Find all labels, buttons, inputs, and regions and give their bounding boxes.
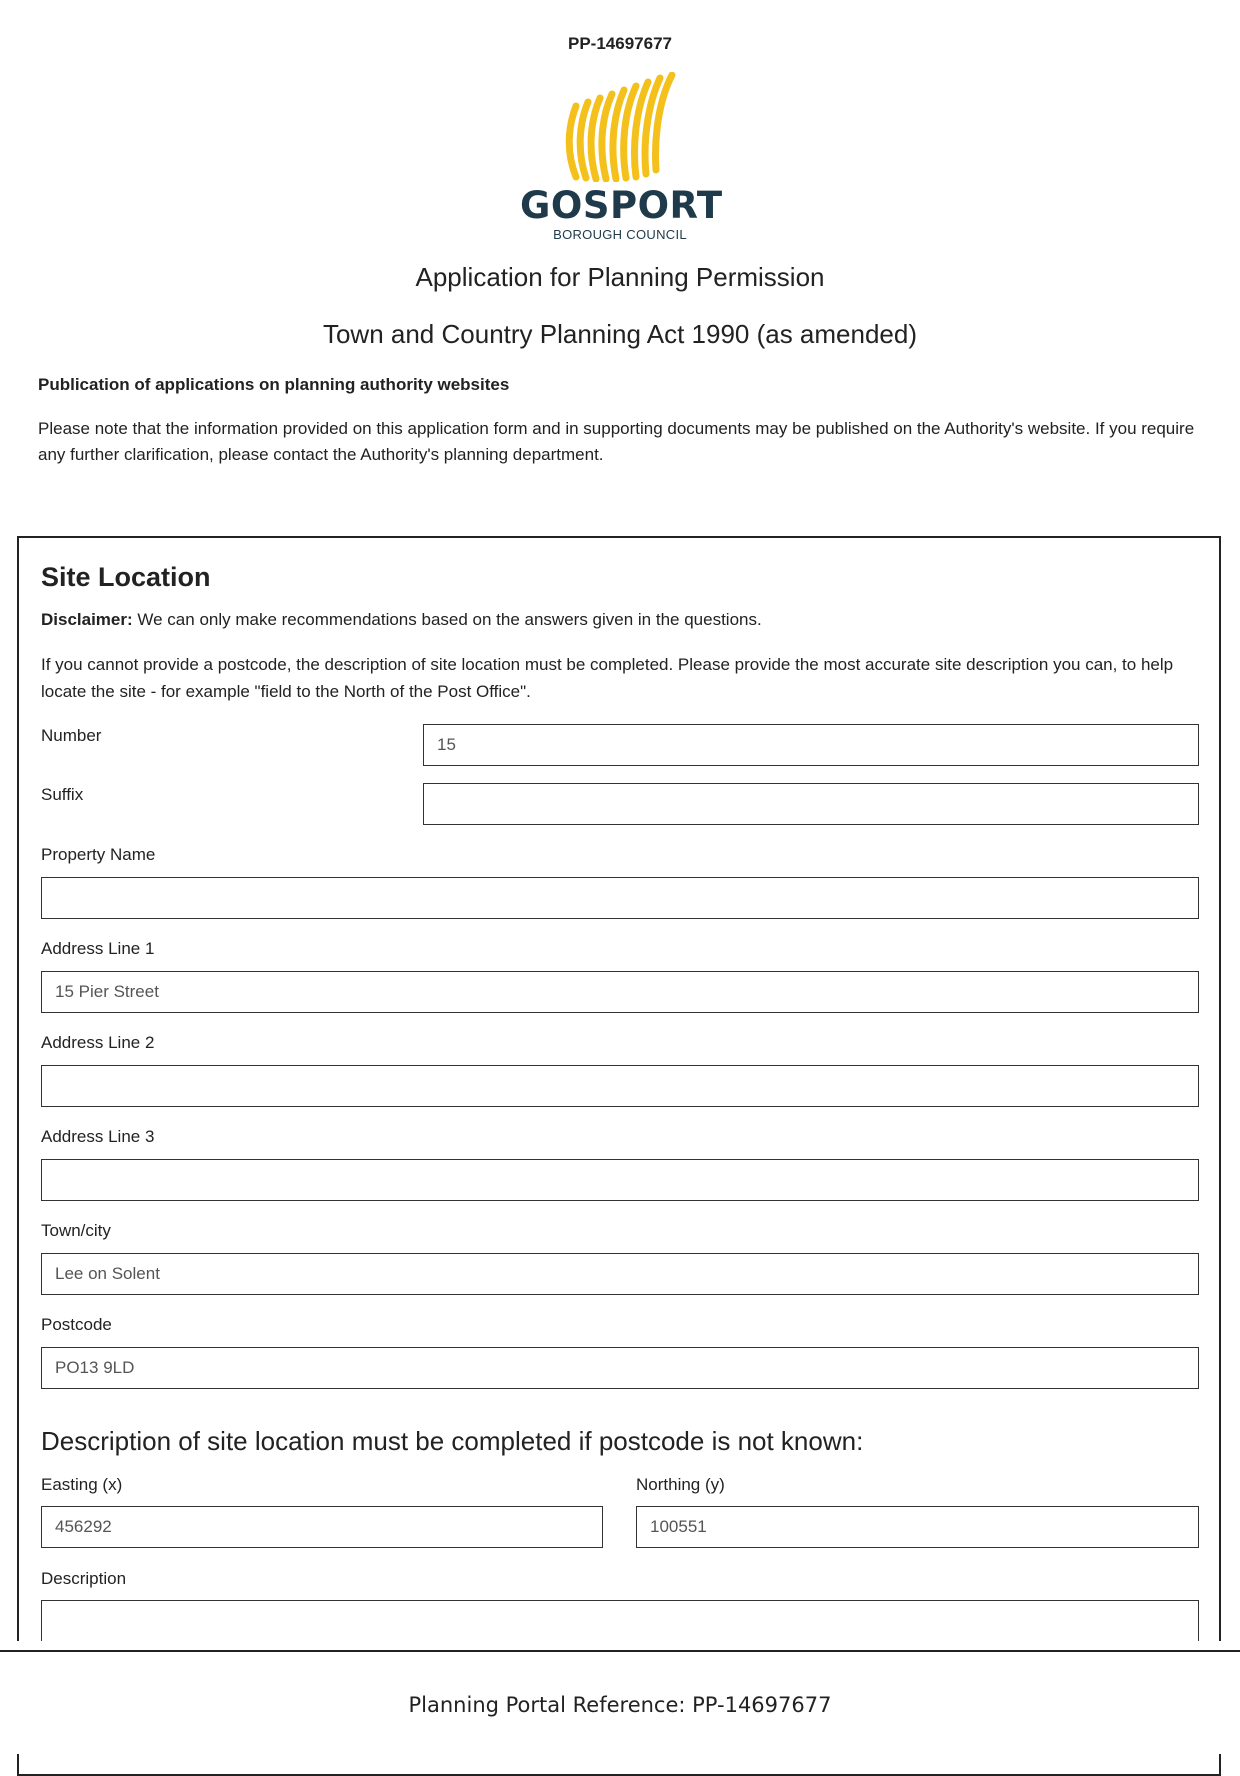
number-label: Number xyxy=(41,726,102,745)
description-label: Description xyxy=(41,1569,127,1588)
site-location-intro: If you cannot provide a postcode, the description of site location must be completed. Please provide the most accurate site description you can, to help locate the site - for example "field to the North of the Post Office". xyxy=(41,655,1174,701)
postcode-label: Postcode xyxy=(41,1315,112,1334)
northing-label: Northing (y) xyxy=(636,1475,725,1494)
address-line-1-field[interactable]: 15 Pier Street xyxy=(41,971,1199,1013)
logo-wordmark: GOSPORT xyxy=(520,184,723,227)
town-city-field[interactable]: Lee on Solent xyxy=(41,1253,1199,1295)
reference-number: PP-14697677 xyxy=(568,34,672,53)
logo-subtitle: BOROUGH COUNCIL xyxy=(553,227,687,242)
easting-label: Easting (x) xyxy=(41,1475,123,1494)
page-subtitle: Town and Country Planning Act 1990 (as amended) xyxy=(322,319,918,349)
suffix-label: Suffix xyxy=(41,785,84,804)
publication-text: Please note that the information provided on this application form and in supporting documents may be published on the Authority's website. If you require any further clarification, please contact the Authority's planning department. xyxy=(38,419,1195,464)
section-title: Site Location xyxy=(41,562,211,592)
address-line-2-field[interactable] xyxy=(41,1065,1199,1107)
disclaimer xyxy=(41,610,762,630)
northing-field[interactable]: 100551 xyxy=(636,1506,1199,1548)
footer-reference: Planning Portal Reference: PP-14697677 xyxy=(408,1693,832,1717)
publication-heading: Publication of applications on planning authority websites xyxy=(38,375,510,394)
property-name-field[interactable] xyxy=(41,877,1199,919)
easting-field[interactable]: 456292 xyxy=(41,1506,603,1548)
address-line-3-label: Address Line 3 xyxy=(41,1127,155,1146)
number-field[interactable]: 15 xyxy=(423,724,1199,766)
town-city-label: Town/city xyxy=(41,1221,111,1240)
disclaimer-label: Disclaimer: xyxy=(41,610,133,629)
suffix-field[interactable] xyxy=(423,783,1199,825)
disclaimer-text: We can only make recommendations based on the answers given in the questions. xyxy=(132,610,762,629)
site-location-panel xyxy=(17,536,1221,1776)
address-line-2-label: Address Line 2 xyxy=(41,1033,155,1052)
address-line-3-field[interactable] xyxy=(41,1159,1199,1201)
gosport-logo xyxy=(520,72,723,247)
address-line-1-label: Address Line 1 xyxy=(41,939,155,958)
logo-emblem-icon xyxy=(520,72,720,182)
postcode-field[interactable]: PO13 9LD xyxy=(41,1347,1199,1389)
description-heading: Description of site location must be completed if postcode is not known: xyxy=(41,1426,864,1456)
page-title: Application for Planning Permission xyxy=(415,262,825,292)
footer-divider xyxy=(0,1650,1240,1652)
property-name-label: Property Name xyxy=(41,845,156,864)
